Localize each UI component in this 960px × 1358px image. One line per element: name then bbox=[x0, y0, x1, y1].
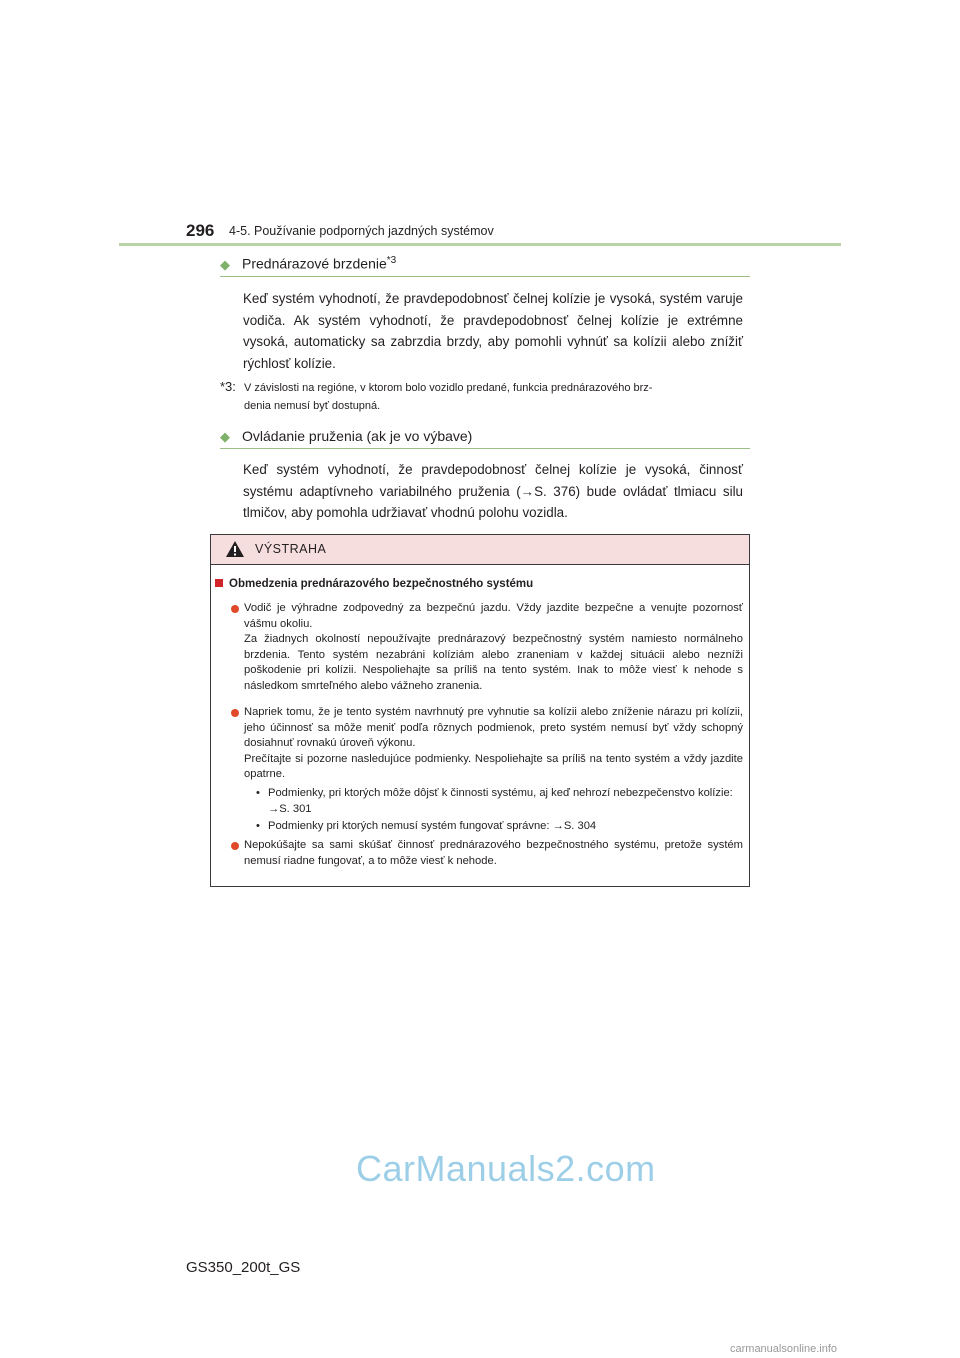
watermark-logo: CarManuals2.com bbox=[356, 1148, 656, 1189]
model-code: GS350_200t_GS bbox=[186, 1259, 301, 1276]
footnote bbox=[220, 378, 743, 415]
warning-subheading: Obmedzenia prednárazového bezpečnostného systému bbox=[215, 578, 533, 590]
watermark-corner: carmanualsonline.info bbox=[730, 1343, 838, 1355]
page-number: 296 bbox=[186, 221, 215, 240]
warning-bullet: Napriek tomu, že je tento systém navrhnutý pre vyhnutie sa kolízii alebo zníženie nárazu pri kolízii, jeho účinnosť sa môže meniť podľa rôznych podmienok, preto systém nemusí byť vždy schopný dosiahnuť rovnakú úroveň výkonu. Prečítajte si pozorne nasledujúce podmienky. Nespoliehajte sa príliš na tento systém a vždy jazdite opatrne. bbox=[231, 705, 743, 783]
footnote-text-line1: V závislosti na regióne, v ktorom bolo vozidlo predané, funkcia prednárazového brz- bbox=[244, 382, 653, 394]
section-body: Keď systém vyhodnotí, že pravdepodobnosť čelnej kolízie je vysoká, činnosť systému adaptívneho variabilného pruženia (→S. 376) bude ovládať tlmiacu silu tlmičov, aby pomohla udržiavať vhodnú polohu vozidla. bbox=[243, 462, 743, 520]
bullet-dot-icon bbox=[231, 842, 239, 850]
bullet-dot-icon bbox=[231, 709, 239, 717]
section-title: Ovládanie pruženia (ak je vo výbave) bbox=[242, 428, 473, 444]
section-heading-pre-crash-braking bbox=[220, 255, 750, 273]
header-divider bbox=[119, 243, 841, 246]
footnote-text-line2: denia nemusí byť dostupná. bbox=[244, 399, 381, 412]
sub-bullet-mark: • bbox=[256, 820, 260, 832]
warning-bullet: Nepokúšajte sa sami skúšať činnosť prednárazového bezpečnostného systému, pretože systém nemusí riadne fungovať, a to môže viesť k nehode. bbox=[231, 838, 743, 869]
warning-triangle-icon bbox=[225, 540, 245, 558]
warning-title: VÝSTRAHA bbox=[255, 542, 327, 556]
footnote-mark: *3: bbox=[220, 379, 236, 394]
chapter-title: 4-5. Používanie podporných jazdných systémov bbox=[229, 224, 494, 238]
sub-bullet-mark: • bbox=[256, 787, 260, 799]
red-square-icon bbox=[215, 579, 223, 587]
section-divider bbox=[220, 276, 750, 277]
section-divider bbox=[220, 448, 750, 449]
section-body: Keď systém vyhodnotí, že pravdepodobnosť čelnej kolízie je vysoká, systém varuje vodiča. Ak systém vyhodnotí, že pravdepodobnosť čelnej kolízie je extrémne vysoká, automaticky sa zabrzdia brzdy, aby pomohli vyhnúť sa kolízii alebo znížiť rýchlosť kolízie. bbox=[243, 291, 743, 371]
warning-sub-bullet: • Podmienky pri ktorých nemusí systém fungovať správne: →S. 304 bbox=[256, 819, 743, 835]
diamond-bullet-icon: ◆ bbox=[220, 429, 230, 444]
warning-header bbox=[211, 535, 749, 565]
section-title: Prednárazové brzdenie bbox=[242, 255, 387, 272]
warning-bullet: Vodič je výhradne zodpovedný za bezpečnú jazdu. Vždy jazdite bezpečne a venujte pozornosť vášmu okoliu. Za žiadnych okolností nepoužívajte prednárazový bezpečnostný systém namiesto normálneho brzdenia. Tento systém nezabráni kolíziám alebo zraneniam v každej situácii alebo nezníži poškodenie pri kolízii. Nespoliehajte sa príliš na tento systém. Inak to môže viesť k nehode s následkom smrteľného alebo vážneho zranenia. bbox=[231, 601, 743, 695]
diamond-bullet-icon: ◆ bbox=[220, 256, 230, 272]
footnote-ref: *3 bbox=[386, 255, 397, 266]
bullet-dot-icon bbox=[231, 605, 239, 613]
warning-box bbox=[210, 534, 750, 887]
section-heading-suspension bbox=[220, 428, 750, 445]
warning-sub-bullet: • Podmienky, pri ktorých môže dôjsť k činnosti systému, aj keď nehrozí nebezpečenstvo kolízie: →S. 301 bbox=[256, 787, 733, 815]
